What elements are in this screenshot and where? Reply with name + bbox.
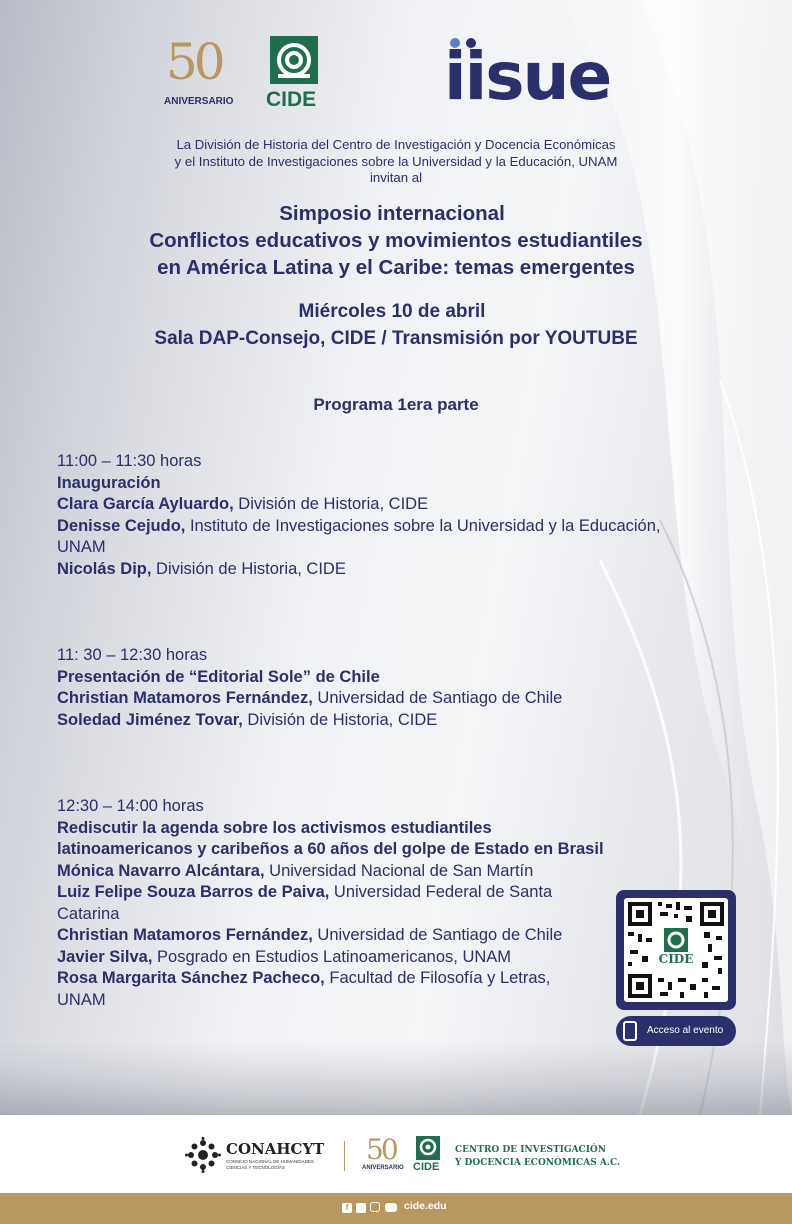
event-venue: Sala DAP-Consejo, CIDE / Transmisión por YOUTUBE bbox=[154, 328, 638, 349]
speaker-name: Christian Matamoros Fernández, bbox=[57, 689, 313, 707]
youtube-icon[interactable] bbox=[385, 1203, 397, 1212]
qr-center-label: CIDE bbox=[658, 952, 694, 966]
event-details bbox=[0, 298, 792, 352]
speaker-name: Christian Matamoros Fernández, bbox=[57, 926, 313, 944]
footer-cide-emblem-icon bbox=[416, 1136, 440, 1160]
title-line: Simposio internacional bbox=[279, 202, 505, 225]
qr-code-pattern bbox=[624, 898, 728, 1002]
instagram-icon[interactable] bbox=[370, 1202, 380, 1212]
session-heading: latinoamericanos y caribeños a 60 años del golpe de Estado en Brasil bbox=[57, 840, 604, 858]
cide-50-anniversary-logo bbox=[164, 34, 264, 114]
website-link[interactable]: cide.edu bbox=[404, 1200, 447, 1212]
speaker-name: Javier Silva, bbox=[57, 947, 153, 966]
event-title bbox=[0, 200, 792, 281]
speaker-affiliation: Facultad de Filosofía y Letras, UNAM bbox=[57, 969, 551, 1009]
footer-anniversary-label: ANIVERSARIO bbox=[362, 1165, 404, 1171]
session-time: 11:00 – 11:30 horas bbox=[57, 452, 202, 470]
bottom-bar bbox=[0, 1193, 792, 1224]
speaker-item bbox=[57, 968, 602, 1011]
cide-logo bbox=[266, 36, 324, 116]
footer-anniversary-number: 50 bbox=[366, 1133, 396, 1166]
cide-label: CIDE bbox=[266, 88, 317, 111]
speaker-name: Nicolás Dip, bbox=[57, 559, 152, 578]
session-time: 12:30 – 14:00 horas bbox=[57, 797, 204, 815]
intro-line: La División de Historia del Centro de Investigación y Docencia Económicas bbox=[176, 137, 616, 152]
event-access-button[interactable] bbox=[616, 1016, 736, 1046]
footer-logos bbox=[0, 1115, 792, 1193]
cide-emblem-icon bbox=[270, 36, 318, 84]
footer-cide-label: CIDE bbox=[413, 1161, 440, 1173]
speaker-name: Denisse Cejudo, bbox=[57, 516, 186, 535]
speaker-affiliation: Posgrado en Estudios Latinoamericanos, UNAM bbox=[152, 947, 512, 966]
speaker-affiliation: División de Historia, CIDE bbox=[242, 710, 438, 729]
session-2 bbox=[57, 645, 697, 731]
intro-text bbox=[0, 137, 792, 187]
event-date: Miércoles 10 de abril bbox=[298, 301, 486, 322]
session-heading: Rediscutir la agenda sobre los activismos estudiantiles bbox=[57, 818, 492, 837]
title-line: en América Latina y el Caribe: temas emergentes bbox=[157, 256, 635, 279]
speaker-item bbox=[57, 710, 697, 732]
footer-divider bbox=[344, 1141, 345, 1171]
speaker-name: Mónica Navarro Alcántara, bbox=[57, 861, 265, 880]
conahcyt-label: CONAHCYT bbox=[226, 1140, 325, 1158]
speaker-affiliation: Universidad de Santiago de Chile bbox=[312, 926, 563, 944]
facebook-icon[interactable]: f bbox=[342, 1203, 352, 1213]
speaker-affiliation: División de Historia, CIDE bbox=[233, 495, 429, 513]
speaker-item bbox=[57, 688, 697, 710]
session-1 bbox=[57, 451, 697, 580]
session-time: 11: 30 – 12:30 horas bbox=[57, 646, 208, 664]
speaker-affiliation: Universidad Federal de Santa Catarina bbox=[57, 883, 553, 923]
title-line: Conflictos educativos y movimientos estudiantiles bbox=[149, 229, 643, 252]
qr-code-card[interactable] bbox=[616, 890, 736, 1010]
speaker-name: Soledad Jiménez Tovar, bbox=[57, 710, 243, 729]
speaker-affiliation: Universidad de Santiago de Chile bbox=[312, 689, 563, 707]
event-access-label: Acceso al evento bbox=[647, 1025, 724, 1036]
anniversary-number: 50 bbox=[166, 33, 222, 91]
speaker-name: Clara García Ayluardo, bbox=[57, 495, 234, 513]
speaker-affiliation: Instituto de Investigaciones sobre la Universidad y la Educación, UNAM bbox=[57, 516, 661, 556]
intro-line: y el Instituto de Investigaciones sobre la Universidad y la Educación, UNAM bbox=[174, 153, 618, 169]
session-heading: Presentación de “Editorial Sole” de Chile bbox=[57, 667, 380, 686]
speaker-name: Luiz Felipe Souza Barros de Paiva, bbox=[57, 883, 330, 901]
intro-line: invitan al bbox=[369, 170, 423, 185]
session-heading: Inauguración bbox=[57, 473, 161, 492]
twitter-icon[interactable] bbox=[356, 1203, 366, 1213]
qr-code[interactable] bbox=[624, 898, 728, 1002]
iisue-label: iisue bbox=[444, 38, 611, 115]
phone-icon bbox=[623, 1021, 637, 1041]
anniversary-label: ANIVERSARIO bbox=[164, 96, 234, 107]
footer-center-name bbox=[455, 1144, 620, 1170]
speaker-item bbox=[57, 516, 697, 559]
iisue-logo bbox=[444, 34, 634, 114]
speaker-item bbox=[57, 947, 607, 969]
speaker-item bbox=[57, 559, 697, 581]
speaker-affiliation: Universidad Nacional de San Martín bbox=[264, 861, 534, 880]
speaker-name: Rosa Margarita Sánchez Pacheco, bbox=[57, 969, 325, 987]
speaker-item bbox=[57, 882, 602, 925]
speaker-affiliation: División de Historia, CIDE bbox=[151, 559, 346, 578]
conahcyt-emblem-icon bbox=[185, 1137, 221, 1173]
footer-center-line: Y DOCENCIA ECONÓMICAS A.C. bbox=[455, 1158, 621, 1168]
speaker-item bbox=[57, 494, 697, 516]
speaker-item bbox=[57, 861, 602, 883]
footer-center-line: CENTRO DE INVESTIGACIÓN bbox=[455, 1145, 606, 1155]
programa-title: Programa 1era parte bbox=[313, 395, 479, 414]
speaker-item bbox=[57, 925, 602, 947]
conahcyt-sub: CONSEJO NACIONAL DE HUMANIDADES CIENCIAS Y TECNOLOGÍAS bbox=[226, 1159, 314, 1170]
